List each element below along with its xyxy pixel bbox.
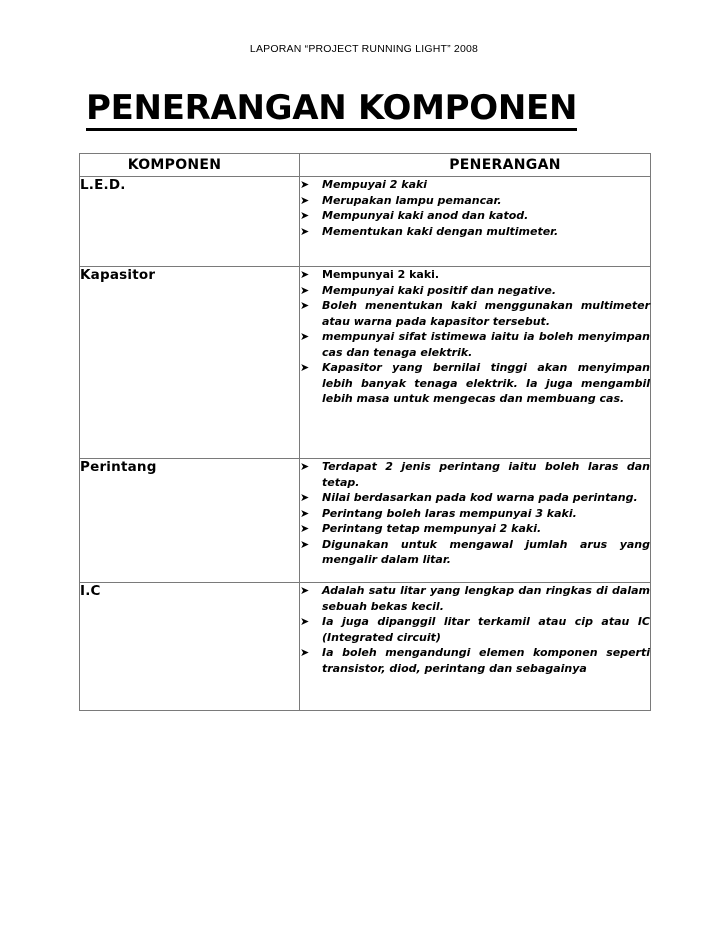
table-row	[80, 177, 651, 267]
arrow-bullet-icon: ➤	[300, 330, 310, 343]
component-name: Kapasitor	[80, 267, 300, 459]
list-item: ➤ Ia juga dipanggil litar terkamil atau cip atau IC (Integrated circuit)	[300, 615, 650, 644]
arrow-bullet-icon: ➤	[300, 209, 310, 222]
table-row	[80, 583, 651, 711]
list-item: ➤ Mempunyai kaki anod dan katod.	[300, 209, 529, 222]
table-header-row	[80, 154, 651, 177]
column-header-komponen: KOMPONEN	[80, 154, 300, 177]
description-list	[300, 177, 650, 239]
component-name: I.C	[80, 583, 300, 711]
list-item: ➤ mempunyai sifat istimewa iaitu ia boleh menyimpan cas dan tenaga elektrik.	[300, 330, 650, 359]
arrow-bullet-icon: ➤	[300, 299, 310, 312]
list-item: ➤ Digunakan untuk mengawal jumlah arus yang mengalir dalam litar.	[300, 537, 650, 566]
arrow-bullet-icon: ➤	[300, 537, 310, 551]
table-row	[80, 459, 651, 583]
arrow-bullet-icon: ➤	[300, 615, 310, 628]
list-item: ➤ Mementukan kaki dengan multimeter.	[300, 224, 559, 238]
list-item: ➤ Kapasitor yang bernilai tinggi akan menyimpan lebih banyak tenaga elektrik. Ia juga mengambil lebih masa untuk mengecas dan membuang cas.	[300, 361, 650, 405]
arrow-bullet-icon: ➤	[300, 361, 310, 374]
list-item: ➤ Ia boleh mengandungi elemen komponen seperti transistor, diod, perintang dan sebagainya	[300, 646, 650, 675]
arrow-bullet-icon: ➤	[300, 506, 310, 520]
component-description	[300, 583, 651, 711]
arrow-bullet-icon: ➤	[300, 193, 310, 207]
component-name: L.E.D.	[80, 177, 300, 267]
component-description	[300, 267, 651, 459]
list-item: ➤ Perintang tetap mempunyai 2 kaki.	[300, 522, 542, 535]
description-list	[300, 583, 650, 676]
list-item: ➤ Terdapat 2 jenis perintang iaitu boleh laras dan tetap.	[300, 460, 650, 489]
column-header-penerangan: PENERANGAN	[300, 154, 651, 177]
arrow-bullet-icon: ➤	[300, 224, 310, 238]
description-list	[300, 267, 650, 407]
document-title: PENERANGAN KOMPONEN	[86, 88, 577, 131]
arrow-bullet-icon: ➤	[300, 491, 310, 504]
list-item: ➤ Merupakan lampu pemancar.	[300, 193, 502, 207]
page-header: LAPORAN “PROJECT RUNNING LIGHT” 2008	[249, 43, 479, 55]
list-item: ➤ Boleh menentukan kaki menggunakan multimeter atau warna pada kapasitor tersebut.	[300, 299, 650, 328]
list-item: ➤ Adalah satu litar yang lengkap dan ringkas di dalam sebuah bekas kecil.	[300, 584, 650, 613]
list-item: ➤ Nilai berdasarkan pada kod warna pada perintang.	[300, 491, 638, 504]
arrow-bullet-icon: ➤	[300, 268, 310, 281]
component-description	[300, 177, 651, 267]
list-item: ➤ Mempunyai kaki positif dan negative.	[300, 283, 557, 297]
component-table	[79, 153, 651, 711]
table-row	[80, 267, 651, 459]
arrow-bullet-icon: ➤	[300, 584, 310, 597]
list-item: ➤ Perintang boleh laras mempunyai 3 kaki.	[300, 506, 577, 520]
arrow-bullet-icon: ➤	[300, 460, 310, 473]
description-list	[300, 459, 650, 568]
component-description	[300, 459, 651, 583]
arrow-bullet-icon: ➤	[300, 646, 310, 659]
arrow-bullet-icon: ➤	[300, 178, 310, 191]
arrow-bullet-icon: ➤	[300, 283, 310, 297]
list-item: ➤ Mempunyai 2 kaki.	[300, 268, 440, 281]
arrow-bullet-icon: ➤	[300, 522, 310, 535]
list-item: ➤ Mempuyai 2 kaki	[300, 178, 428, 191]
component-name: Perintang	[80, 459, 300, 583]
